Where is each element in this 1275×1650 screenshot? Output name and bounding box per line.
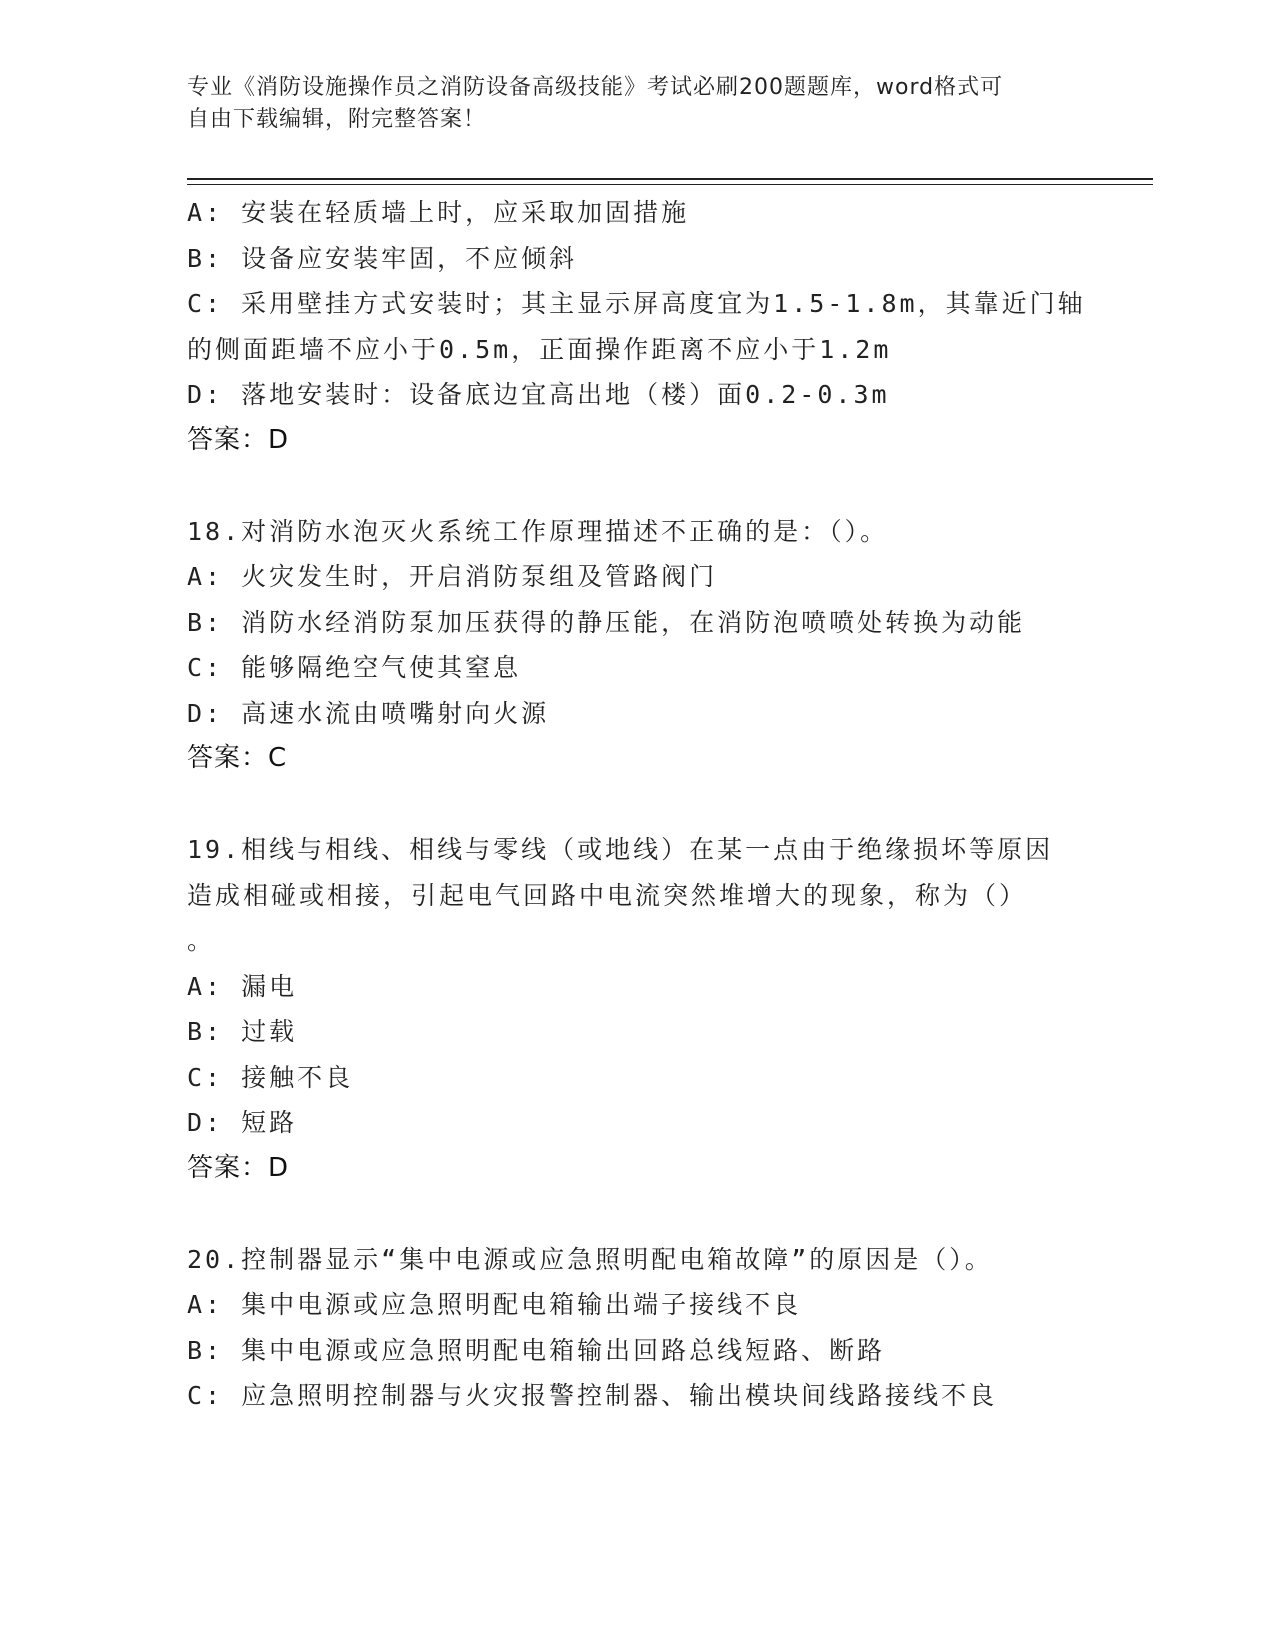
- question-stem: 18.对消防水泡灭火系统工作原理描述不正确的是：（）。: [187, 516, 889, 546]
- option-a: A: 火灾发生时，开启消防泵组及管路阀门: [187, 562, 718, 591]
- option-d: D: 高速水流由喷嘴射向火源: [187, 698, 550, 728]
- document-header: [187, 72, 1067, 136]
- question-stem-line-1: 19.相线与相线、相线与零线（或地线）在某一点由于绝缘损坏等原因: [187, 835, 1054, 864]
- spacer: [187, 463, 1087, 509]
- answer: 答案：D: [187, 1152, 290, 1183]
- question-stem-line-3: 。: [187, 926, 216, 955]
- question-18: [187, 509, 1087, 782]
- header-rule-thin: [187, 184, 1153, 185]
- spacer: [187, 782, 1087, 828]
- question-stem: 20.控制器显示“集中电源或应急照明配电箱故障”的原因是（）。: [187, 1244, 993, 1274]
- header-rule-thick: [187, 178, 1153, 180]
- option-b: B: 集中电源或应急照明配电箱输出回路总线短路、断路: [187, 1335, 886, 1365]
- option-a: A: 漏电: [187, 971, 298, 1001]
- answer: 答案：C: [187, 743, 288, 773]
- question-stem-line-2: 造成相碰或相接，引起电气回路中电流突然堆增大的现象，称为（）: [187, 880, 1028, 910]
- spacer: [187, 1191, 1087, 1237]
- question-content: [187, 190, 1087, 1419]
- question-20: [187, 1237, 1087, 1419]
- option-c-line-1: C: 采用壁挂方式安装时；其主显示屏高度宜为1.5-1.8m，其靠近门轴: [187, 289, 1086, 318]
- option-d: D: 短路: [187, 1108, 298, 1137]
- question-17: [187, 190, 1087, 463]
- option-c: C: 应急照明控制器与火灾报警控制器、输出模块间线路接线不良: [187, 1381, 998, 1410]
- option-a: A: 集中电源或应急照明配电箱输出端子接线不良: [187, 1290, 802, 1319]
- answer: 答案：D: [187, 424, 290, 455]
- header-line-2: 自由下载编辑，附完整答案！: [187, 107, 487, 132]
- option-a: A: 安装在轻质墙上时，应采取加固措施: [187, 198, 690, 227]
- option-b: B: 过载: [187, 1017, 298, 1046]
- option-c: C: 接触不良: [187, 1062, 354, 1092]
- option-c: C: 能够隔绝空气使其窒息: [187, 653, 522, 682]
- option-b: B: 设备应安装牢固，不应倾斜: [187, 243, 578, 273]
- question-19: [187, 827, 1087, 1191]
- option-d: D: 落地安装时：设备底边宜高出地（楼）面0.2-0.3m: [187, 380, 890, 409]
- option-c-line-2: 的侧面距墙不应小于0.5m，正面操作距离不应小于1.2m: [187, 334, 892, 364]
- option-b: B: 消防水经消防泵加压获得的静压能，在消防泡喷喷处转换为动能: [187, 607, 1026, 637]
- header-line-1: 专业《消防设施操作员之消防设备高级技能》考试必刷200题题库，word格式可: [187, 75, 1004, 100]
